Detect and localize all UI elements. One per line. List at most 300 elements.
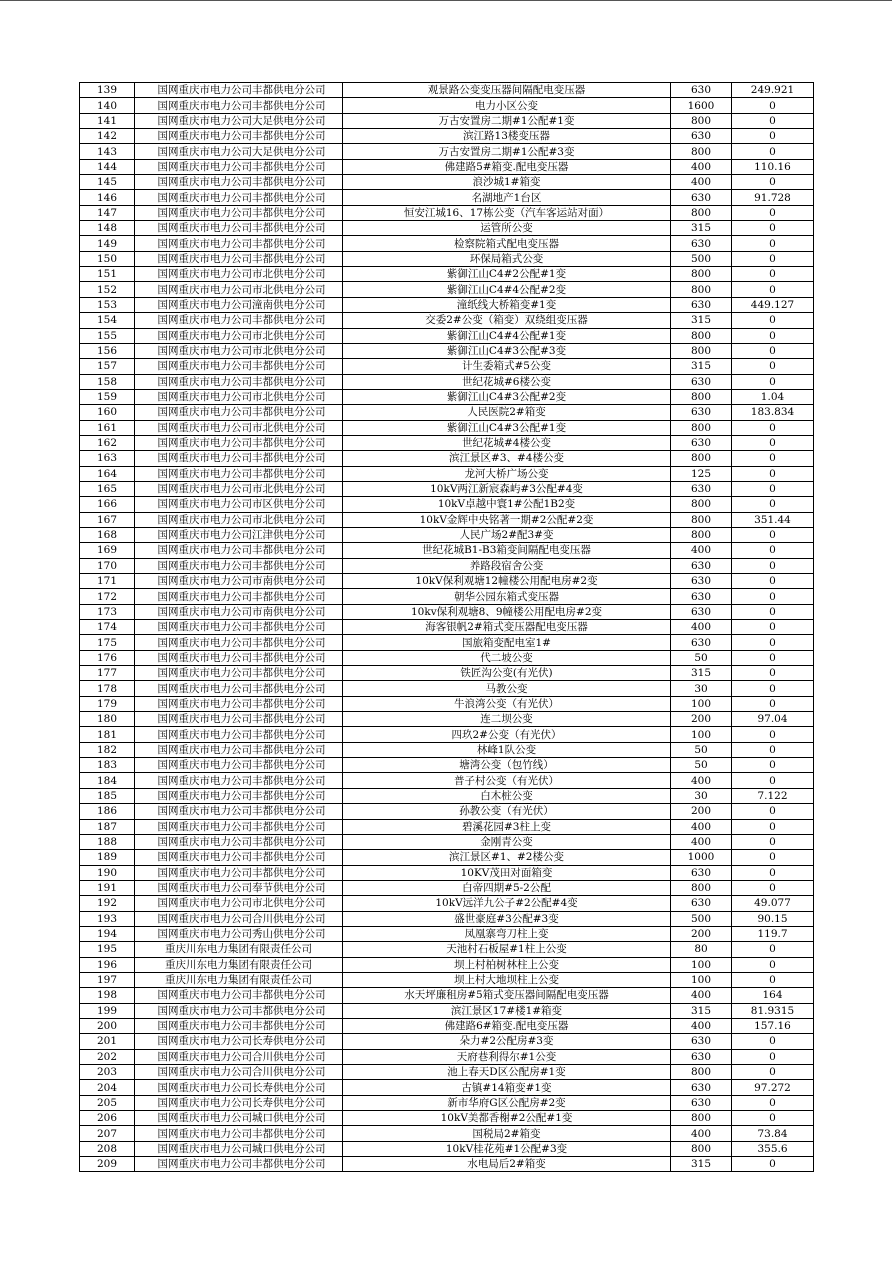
company-name-cell: 国网重庆市电力公司长寿供电分公司 bbox=[135, 1080, 343, 1095]
capacity-cell: 630 bbox=[671, 1080, 732, 1095]
table-row bbox=[80, 1080, 814, 1095]
transformer-name-cell: 佛建路6#箱变.配电变压器 bbox=[343, 1018, 671, 1033]
table-row bbox=[80, 819, 814, 834]
table-row bbox=[80, 175, 814, 190]
transformer-name-cell: 紫御江山C4#3公配#2变 bbox=[343, 389, 671, 404]
value-cell: 0 bbox=[732, 773, 814, 788]
capacity-cell: 630 bbox=[671, 481, 732, 496]
capacity-cell: 630 bbox=[671, 374, 732, 389]
table-row bbox=[80, 942, 814, 957]
transformer-name-cell: 观景路公变变压器间隔配电变压器 bbox=[343, 83, 671, 98]
capacity-cell: 400 bbox=[671, 819, 732, 834]
transformer-name-cell: 坝上村柏树林柱上公变 bbox=[343, 957, 671, 972]
value-cell: 81.9315 bbox=[732, 1003, 814, 1018]
value-cell: 0 bbox=[732, 481, 814, 496]
company-name-cell: 国网重庆市电力公司城口供电分公司 bbox=[135, 1111, 343, 1126]
capacity-cell: 500 bbox=[671, 251, 732, 266]
capacity-cell: 630 bbox=[671, 83, 732, 98]
row-number-cell: 149 bbox=[80, 236, 135, 251]
table-row bbox=[80, 742, 814, 757]
value-cell: 119.7 bbox=[732, 926, 814, 941]
row-number-cell: 204 bbox=[80, 1080, 135, 1095]
table-row bbox=[80, 850, 814, 865]
row-number-cell: 190 bbox=[80, 865, 135, 880]
transformer-name-cell: 滨江景区17#楼1#箱变 bbox=[343, 1003, 671, 1018]
company-name-cell: 国网重庆市电力公司丰都供电分公司 bbox=[135, 251, 343, 266]
value-cell: 0 bbox=[732, 574, 814, 589]
capacity-cell: 50 bbox=[671, 758, 732, 773]
capacity-cell: 630 bbox=[671, 604, 732, 619]
table-row bbox=[80, 880, 814, 895]
company-name-cell: 国网重庆市电力公司丰都供电分公司 bbox=[135, 175, 343, 190]
capacity-cell: 400 bbox=[671, 1018, 732, 1033]
row-number-cell: 178 bbox=[80, 681, 135, 696]
value-cell: 110.16 bbox=[732, 159, 814, 174]
transformer-name-cell: 塘湾公变（包竹线） bbox=[343, 758, 671, 773]
transformer-name-cell: 铁匠沟公变(有光伏) bbox=[343, 666, 671, 681]
row-number-cell: 186 bbox=[80, 804, 135, 819]
row-number-cell: 179 bbox=[80, 696, 135, 711]
row-number-cell: 185 bbox=[80, 788, 135, 803]
transformer-name-cell: 新市华府G区公配房#2变 bbox=[343, 1095, 671, 1110]
company-name-cell: 国网重庆市电力公司丰都供电分公司 bbox=[135, 159, 343, 174]
row-number-cell: 172 bbox=[80, 589, 135, 604]
table-row bbox=[80, 972, 814, 987]
company-name-cell: 国网重庆市电力公司丰都供电分公司 bbox=[135, 650, 343, 665]
value-cell: 91.728 bbox=[732, 190, 814, 205]
transformer-name-cell: 世纪花城#6楼公变 bbox=[343, 374, 671, 389]
row-number-cell: 174 bbox=[80, 620, 135, 635]
company-name-cell: 国网重庆市电力公司市北供电分公司 bbox=[135, 328, 343, 343]
row-number-cell: 160 bbox=[80, 405, 135, 420]
value-cell: 0 bbox=[732, 466, 814, 481]
company-name-cell: 国网重庆市电力公司市区供电分公司 bbox=[135, 497, 343, 512]
transformer-name-cell: 世纪花城B1-B3箱变间隔配电变压器 bbox=[343, 543, 671, 558]
capacity-cell: 50 bbox=[671, 650, 732, 665]
value-cell: 0 bbox=[732, 727, 814, 742]
table-row bbox=[80, 865, 814, 880]
transformer-name-cell: 孙教公变（有光伏） bbox=[343, 804, 671, 819]
row-number-cell: 167 bbox=[80, 512, 135, 527]
company-name-cell: 国网重庆市电力公司丰都供电分公司 bbox=[135, 221, 343, 236]
capacity-cell: 30 bbox=[671, 788, 732, 803]
capacity-cell: 800 bbox=[671, 451, 732, 466]
transformer-name-cell: 盛世豪庭#3公配#3变 bbox=[343, 911, 671, 926]
value-cell: 0 bbox=[732, 1157, 814, 1172]
company-name-cell: 国网重庆市电力公司市北供电分公司 bbox=[135, 267, 343, 282]
transformer-name-cell: 水天坪廉租房#5箱式变压器间隔配电变压器 bbox=[343, 988, 671, 1003]
transformer-name-cell: 白木桩公变 bbox=[343, 788, 671, 803]
transformer-name-cell: 10kv保利观塘8、9幢楼公用配电房#2变 bbox=[343, 604, 671, 619]
transformer-name-cell: 天府巷利得尔#1公变 bbox=[343, 1049, 671, 1064]
row-number-cell: 205 bbox=[80, 1095, 135, 1110]
table-row bbox=[80, 313, 814, 328]
table-row bbox=[80, 236, 814, 251]
value-cell: 0 bbox=[732, 804, 814, 819]
capacity-cell: 800 bbox=[671, 420, 732, 435]
transformer-name-cell: 滨江景区#1、#2楼公变 bbox=[343, 850, 671, 865]
capacity-cell: 800 bbox=[671, 144, 732, 159]
company-name-cell: 国网重庆市电力公司潼南供电分公司 bbox=[135, 297, 343, 312]
table-row bbox=[80, 896, 814, 911]
row-number-cell: 150 bbox=[80, 251, 135, 266]
value-cell: 0 bbox=[732, 558, 814, 573]
row-number-cell: 153 bbox=[80, 297, 135, 312]
company-name-cell: 国网重庆市电力公司市北供电分公司 bbox=[135, 389, 343, 404]
table-row bbox=[80, 267, 814, 282]
company-name-cell: 国网重庆市电力公司丰都供电分公司 bbox=[135, 359, 343, 374]
transformer-name-cell: 世纪花城#4楼公变 bbox=[343, 435, 671, 450]
row-number-cell: 164 bbox=[80, 466, 135, 481]
table-row bbox=[80, 527, 814, 542]
value-cell: 1.04 bbox=[732, 389, 814, 404]
table-row bbox=[80, 1095, 814, 1110]
value-cell: 0 bbox=[732, 819, 814, 834]
row-number-cell: 140 bbox=[80, 98, 135, 113]
value-cell: 0 bbox=[732, 251, 814, 266]
row-number-cell: 161 bbox=[80, 420, 135, 435]
transformer-name-cell: 碧溪花园#3柱上变 bbox=[343, 819, 671, 834]
value-cell: 0 bbox=[732, 282, 814, 297]
company-name-cell: 国网重庆市电力公司丰都供电分公司 bbox=[135, 681, 343, 696]
company-name-cell: 国网重庆市电力公司丰都供电分公司 bbox=[135, 205, 343, 220]
table-row bbox=[80, 144, 814, 159]
row-number-cell: 158 bbox=[80, 374, 135, 389]
row-number-cell: 145 bbox=[80, 175, 135, 190]
company-name-cell: 国网重庆市电力公司丰都供电分公司 bbox=[135, 98, 343, 113]
table-row bbox=[80, 1018, 814, 1033]
capacity-cell: 630 bbox=[671, 435, 732, 450]
row-number-cell: 196 bbox=[80, 957, 135, 972]
table-row bbox=[80, 374, 814, 389]
capacity-cell: 30 bbox=[671, 681, 732, 696]
transformer-name-cell: 紫御江山C4#3公配#3变 bbox=[343, 343, 671, 358]
row-number-cell: 177 bbox=[80, 666, 135, 681]
table-row bbox=[80, 190, 814, 205]
transformer-name-cell: 10kV桂花苑#1公配#3变 bbox=[343, 1141, 671, 1156]
table-row bbox=[80, 604, 814, 619]
company-name-cell: 国网重庆市电力公司长寿供电分公司 bbox=[135, 1034, 343, 1049]
company-name-cell: 国网重庆市电力公司市北供电分公司 bbox=[135, 282, 343, 297]
row-number-cell: 143 bbox=[80, 144, 135, 159]
table-row bbox=[80, 343, 814, 358]
capacity-cell: 800 bbox=[671, 527, 732, 542]
capacity-cell: 630 bbox=[671, 589, 732, 604]
value-cell: 351.44 bbox=[732, 512, 814, 527]
value-cell: 0 bbox=[732, 681, 814, 696]
transformer-name-cell: 凤凰寨弯刀柱上变 bbox=[343, 926, 671, 941]
company-name-cell: 国网重庆市电力公司市北供电分公司 bbox=[135, 512, 343, 527]
row-number-cell: 181 bbox=[80, 727, 135, 742]
table-row bbox=[80, 451, 814, 466]
transformer-name-cell: 人民广场2#配3#变 bbox=[343, 527, 671, 542]
table-row bbox=[80, 159, 814, 174]
table-row bbox=[80, 650, 814, 665]
company-name-cell: 国网重庆市电力公司丰都供电分公司 bbox=[135, 190, 343, 205]
table-row bbox=[80, 681, 814, 696]
company-name-cell: 国网重庆市电力公司秀山供电分公司 bbox=[135, 926, 343, 941]
table-row bbox=[80, 758, 814, 773]
table-row bbox=[80, 466, 814, 481]
company-name-cell: 重庆川东电力集团有限责任公司 bbox=[135, 972, 343, 987]
capacity-cell: 400 bbox=[671, 159, 732, 174]
row-number-cell: 202 bbox=[80, 1049, 135, 1064]
row-number-cell: 206 bbox=[80, 1111, 135, 1126]
value-cell: 0 bbox=[732, 374, 814, 389]
capacity-cell: 200 bbox=[671, 712, 732, 727]
table-row bbox=[80, 712, 814, 727]
table-row bbox=[80, 1126, 814, 1141]
value-cell: 183.834 bbox=[732, 405, 814, 420]
row-number-cell: 197 bbox=[80, 972, 135, 987]
company-name-cell: 国网重庆市电力公司丰都供电分公司 bbox=[135, 1003, 343, 1018]
company-name-cell: 国网重庆市电力公司合川供电分公司 bbox=[135, 1049, 343, 1064]
row-number-cell: 175 bbox=[80, 635, 135, 650]
transformer-name-cell: 运管所公变 bbox=[343, 221, 671, 236]
company-name-cell: 国网重庆市电力公司丰都供电分公司 bbox=[135, 865, 343, 880]
company-name-cell: 国网重庆市电力公司丰都供电分公司 bbox=[135, 666, 343, 681]
company-name-cell: 国网重庆市电力公司丰都供电分公司 bbox=[135, 236, 343, 251]
capacity-cell: 630 bbox=[671, 236, 732, 251]
row-number-cell: 180 bbox=[80, 712, 135, 727]
table-row bbox=[80, 543, 814, 558]
capacity-cell: 800 bbox=[671, 1111, 732, 1126]
page-top-rule bbox=[0, 0, 892, 1]
value-cell: 0 bbox=[732, 113, 814, 128]
capacity-cell: 315 bbox=[671, 359, 732, 374]
capacity-cell: 315 bbox=[671, 313, 732, 328]
table-row bbox=[80, 574, 814, 589]
company-name-cell: 国网重庆市电力公司丰都供电分公司 bbox=[135, 1157, 343, 1172]
company-name-cell: 国网重庆市电力公司丰都供电分公司 bbox=[135, 313, 343, 328]
company-name-cell: 国网重庆市电力公司丰都供电分公司 bbox=[135, 543, 343, 558]
company-name-cell: 国网重庆市电力公司丰都供电分公司 bbox=[135, 635, 343, 650]
table-row bbox=[80, 834, 814, 849]
transformer-name-cell: 10kV保利观塘12幢楼公用配电房#2变 bbox=[343, 574, 671, 589]
capacity-cell: 50 bbox=[671, 742, 732, 757]
value-cell: 0 bbox=[732, 850, 814, 865]
value-cell: 0 bbox=[732, 129, 814, 144]
capacity-cell: 630 bbox=[671, 558, 732, 573]
capacity-cell: 100 bbox=[671, 696, 732, 711]
value-cell: 0 bbox=[732, 527, 814, 542]
value-cell: 0 bbox=[732, 98, 814, 113]
value-cell: 0 bbox=[732, 497, 814, 512]
company-name-cell: 国网重庆市电力公司丰都供电分公司 bbox=[135, 742, 343, 757]
row-number-cell: 163 bbox=[80, 451, 135, 466]
row-number-cell: 155 bbox=[80, 328, 135, 343]
company-name-cell: 国网重庆市电力公司丰都供电分公司 bbox=[135, 819, 343, 834]
company-name-cell: 国网重庆市电力公司大足供电分公司 bbox=[135, 144, 343, 159]
transformer-name-cell: 朵力#2公配房#3变 bbox=[343, 1034, 671, 1049]
capacity-cell: 400 bbox=[671, 834, 732, 849]
table-row bbox=[80, 589, 814, 604]
table-row bbox=[80, 1003, 814, 1018]
capacity-cell: 100 bbox=[671, 957, 732, 972]
transformer-name-cell: 10kV远洋九公子#2公配#4变 bbox=[343, 896, 671, 911]
row-number-cell: 141 bbox=[80, 113, 135, 128]
value-cell: 0 bbox=[732, 880, 814, 895]
company-name-cell: 国网重庆市电力公司丰都供电分公司 bbox=[135, 850, 343, 865]
table-row bbox=[80, 635, 814, 650]
transformer-name-cell: 万古安置房二期#1公配#3变 bbox=[343, 144, 671, 159]
transformer-name-cell: 名湖地产1台区 bbox=[343, 190, 671, 205]
value-cell: 0 bbox=[732, 359, 814, 374]
table-row bbox=[80, 205, 814, 220]
value-cell: 0 bbox=[732, 972, 814, 987]
capacity-cell: 630 bbox=[671, 896, 732, 911]
row-number-cell: 183 bbox=[80, 758, 135, 773]
capacity-cell: 315 bbox=[671, 1157, 732, 1172]
table-row bbox=[80, 773, 814, 788]
capacity-cell: 630 bbox=[671, 129, 732, 144]
table-row bbox=[80, 405, 814, 420]
value-cell: 0 bbox=[732, 1111, 814, 1126]
table-row bbox=[80, 83, 814, 98]
table-row bbox=[80, 666, 814, 681]
value-cell: 0 bbox=[732, 420, 814, 435]
capacity-cell: 630 bbox=[671, 190, 732, 205]
table-row bbox=[80, 389, 814, 404]
value-cell: 0 bbox=[732, 666, 814, 681]
value-cell: 164 bbox=[732, 988, 814, 1003]
value-cell: 0 bbox=[732, 175, 814, 190]
transformer-name-cell: 龙河大桥广场公变 bbox=[343, 466, 671, 481]
row-number-cell: 148 bbox=[80, 221, 135, 236]
transformer-name-cell: 10kV卓越中寰1#公配1B2变 bbox=[343, 497, 671, 512]
transformer-name-cell: 林峰1队公变 bbox=[343, 742, 671, 757]
transformer-name-cell: 潼纸线大桥箱变#1变 bbox=[343, 297, 671, 312]
transformer-name-cell: 10kV金辉中央铭著一期#2公配#2变 bbox=[343, 512, 671, 527]
company-name-cell: 国网重庆市电力公司丰都供电分公司 bbox=[135, 758, 343, 773]
company-name-cell: 国网重庆市电力公司丰都供电分公司 bbox=[135, 712, 343, 727]
row-number-cell: 139 bbox=[80, 83, 135, 98]
row-number-cell: 187 bbox=[80, 819, 135, 834]
value-cell: 0 bbox=[732, 635, 814, 650]
company-name-cell: 国网重庆市电力公司丰都供电分公司 bbox=[135, 466, 343, 481]
transformer-name-cell: 牛浪湾公变（有光伏） bbox=[343, 696, 671, 711]
transformer-name-cell: 电力小区公变 bbox=[343, 98, 671, 113]
capacity-cell: 630 bbox=[671, 1034, 732, 1049]
transformer-name-cell: 10KV茂田对面箱变 bbox=[343, 865, 671, 880]
value-cell: 0 bbox=[732, 604, 814, 619]
capacity-cell: 400 bbox=[671, 773, 732, 788]
value-cell: 0 bbox=[732, 328, 814, 343]
company-name-cell: 国网重庆市电力公司丰都供电分公司 bbox=[135, 1126, 343, 1141]
row-number-cell: 168 bbox=[80, 527, 135, 542]
company-name-cell: 国网重庆市电力公司丰都供电分公司 bbox=[135, 620, 343, 635]
table-row bbox=[80, 788, 814, 803]
value-cell: 0 bbox=[732, 451, 814, 466]
row-number-cell: 169 bbox=[80, 543, 135, 558]
table-row bbox=[80, 328, 814, 343]
transformer-name-cell: 养路段宿舍公变 bbox=[343, 558, 671, 573]
transformer-name-cell: 佛建路5#箱变.配电变压器 bbox=[343, 159, 671, 174]
capacity-cell: 400 bbox=[671, 1126, 732, 1141]
row-number-cell: 182 bbox=[80, 742, 135, 757]
value-cell: 97.272 bbox=[732, 1080, 814, 1095]
value-cell: 157.16 bbox=[732, 1018, 814, 1033]
company-name-cell: 国网重庆市电力公司市南供电分公司 bbox=[135, 574, 343, 589]
company-name-cell: 国网重庆市电力公司丰都供电分公司 bbox=[135, 129, 343, 144]
row-number-cell: 189 bbox=[80, 850, 135, 865]
value-cell: 0 bbox=[732, 865, 814, 880]
row-number-cell: 207 bbox=[80, 1126, 135, 1141]
transformer-name-cell: 普子村公变（有光伏） bbox=[343, 773, 671, 788]
table-row bbox=[80, 1157, 814, 1172]
value-cell: 0 bbox=[732, 205, 814, 220]
transformer-name-cell: 万古安置房二期#1公配#1变 bbox=[343, 113, 671, 128]
row-number-cell: 198 bbox=[80, 988, 135, 1003]
table-row bbox=[80, 282, 814, 297]
capacity-cell: 80 bbox=[671, 942, 732, 957]
value-cell: 49.077 bbox=[732, 896, 814, 911]
table-row bbox=[80, 512, 814, 527]
table-body bbox=[80, 83, 814, 1172]
value-cell: 0 bbox=[732, 313, 814, 328]
table-row bbox=[80, 221, 814, 236]
capacity-cell: 400 bbox=[671, 175, 732, 190]
value-cell: 0 bbox=[732, 942, 814, 957]
capacity-cell: 200 bbox=[671, 926, 732, 941]
company-name-cell: 国网重庆市电力公司丰都供电分公司 bbox=[135, 804, 343, 819]
row-number-cell: 176 bbox=[80, 650, 135, 665]
value-cell: 0 bbox=[732, 589, 814, 604]
company-name-cell: 国网重庆市电力公司丰都供电分公司 bbox=[135, 558, 343, 573]
table-row bbox=[80, 98, 814, 113]
row-number-cell: 147 bbox=[80, 205, 135, 220]
row-number-cell: 157 bbox=[80, 359, 135, 374]
capacity-cell: 800 bbox=[671, 389, 732, 404]
row-number-cell: 144 bbox=[80, 159, 135, 174]
table-row bbox=[80, 804, 814, 819]
transformer-name-cell: 四玖2#公变（有光伏） bbox=[343, 727, 671, 742]
value-cell: 0 bbox=[732, 696, 814, 711]
transformer-name-cell: 10kV美都香榭#2公配#1变 bbox=[343, 1111, 671, 1126]
value-cell: 355.6 bbox=[732, 1141, 814, 1156]
company-name-cell: 国网重庆市电力公司城口供电分公司 bbox=[135, 1141, 343, 1156]
table-row bbox=[80, 497, 814, 512]
company-name-cell: 国网重庆市电力公司长寿供电分公司 bbox=[135, 1095, 343, 1110]
row-number-cell: 184 bbox=[80, 773, 135, 788]
value-cell: 90.15 bbox=[732, 911, 814, 926]
capacity-cell: 800 bbox=[671, 267, 732, 282]
company-name-cell: 国网重庆市电力公司市南供电分公司 bbox=[135, 604, 343, 619]
transformer-name-cell: 国税局2#箱变 bbox=[343, 1126, 671, 1141]
transformer-name-cell: 古镇#14箱变#1变 bbox=[343, 1080, 671, 1095]
transformer-name-cell: 滨江景区#3、#4楼公变 bbox=[343, 451, 671, 466]
company-name-cell: 国网重庆市电力公司丰都供电分公司 bbox=[135, 773, 343, 788]
row-number-cell: 195 bbox=[80, 942, 135, 957]
capacity-cell: 315 bbox=[671, 1003, 732, 1018]
capacity-cell: 1000 bbox=[671, 850, 732, 865]
transformer-name-cell: 计生委箱式#5公变 bbox=[343, 359, 671, 374]
row-number-cell: 171 bbox=[80, 574, 135, 589]
company-name-cell: 国网重庆市电力公司奉节供电分公司 bbox=[135, 880, 343, 895]
transformer-name-cell: 人民医院2#箱变 bbox=[343, 405, 671, 420]
company-name-cell: 国网重庆市电力公司丰都供电分公司 bbox=[135, 451, 343, 466]
capacity-cell: 315 bbox=[671, 221, 732, 236]
value-cell: 249.921 bbox=[732, 83, 814, 98]
transformer-name-cell: 朝华公园东箱式变压器 bbox=[343, 589, 671, 604]
capacity-cell: 200 bbox=[671, 804, 732, 819]
capacity-cell: 800 bbox=[671, 113, 732, 128]
capacity-cell: 630 bbox=[671, 635, 732, 650]
capacity-cell: 800 bbox=[671, 1141, 732, 1156]
transformer-name-cell: 白帝四期#5-2公配 bbox=[343, 880, 671, 895]
value-cell: 0 bbox=[732, 1095, 814, 1110]
row-number-cell: 208 bbox=[80, 1141, 135, 1156]
